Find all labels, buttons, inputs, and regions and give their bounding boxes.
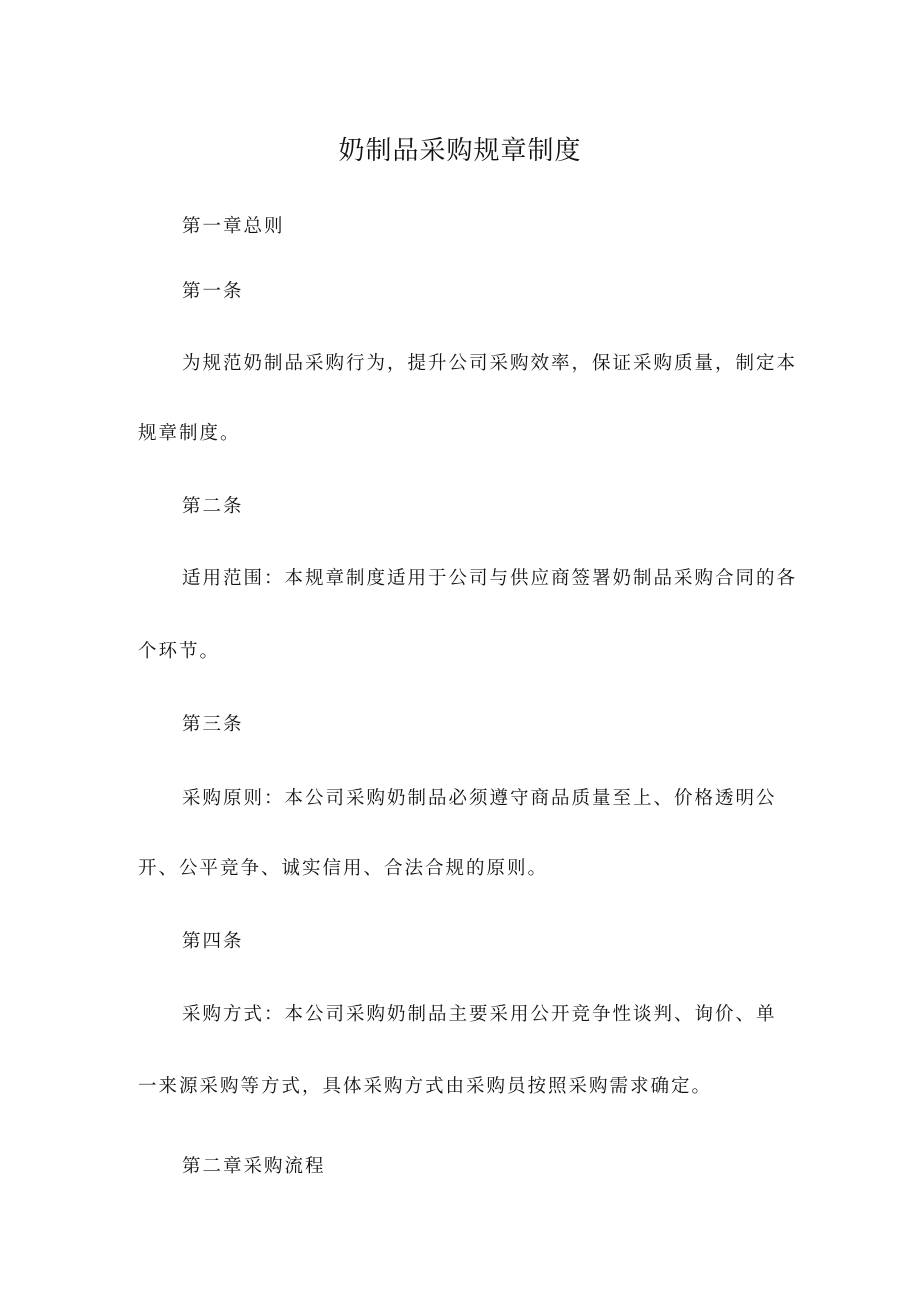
article-2-text-line-2: 个环节。	[138, 641, 221, 662]
article-3-text-line-2: 开、公平竞争、诚实信用、合法合规的原则。	[138, 858, 549, 879]
article-2-text-line-1: 适用范围：本规章制度适用于公司与供应商签署奶制品采购合同的各	[182, 568, 798, 589]
document-title: 奶制品采购规章制度	[338, 136, 582, 166]
article-4-text-line-2: 一来源采购等方式，具体采购方式由采购员按照采购需求确定。	[138, 1076, 713, 1097]
chapter-1-heading: 第一章总则	[182, 216, 285, 237]
article-4-text-line-1: 采购方式：本公司采购奶制品主要采用公开竞争性谈判、询价、单	[182, 1004, 777, 1025]
article-1-heading: 第一条	[182, 281, 244, 302]
chapter-2-heading: 第二章采购流程	[182, 1156, 326, 1177]
article-2-heading: 第二条	[182, 496, 244, 517]
article-4-heading: 第四条	[182, 931, 244, 952]
article-3-text-line-1: 采购原则：本公司采购奶制品必须遵守商品质量至上、价格透明公	[182, 788, 777, 809]
article-1-text-line-2: 规章制度。	[138, 423, 241, 444]
article-3-heading: 第三条	[182, 714, 244, 735]
article-1-text-line-1: 为规范奶制品采购行为，提升公司采购效率，保证采购质量，制定本	[182, 353, 798, 374]
